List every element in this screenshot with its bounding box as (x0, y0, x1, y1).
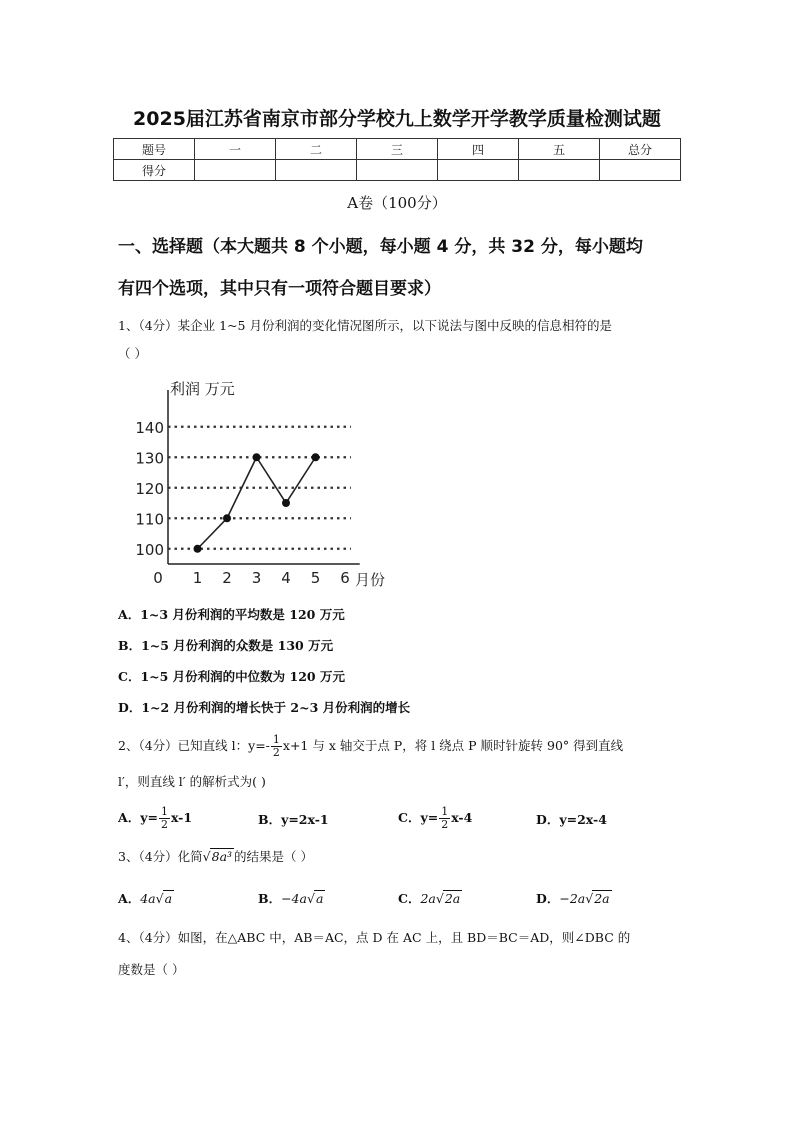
score-cell-empty[interactable] (600, 160, 681, 181)
y-tick-label: 110 (135, 510, 164, 529)
data-point (194, 545, 202, 553)
score-table-header-row (114, 139, 681, 160)
x-axis-label: 月份 (355, 571, 386, 589)
x-tick-label: 5 (310, 569, 321, 587)
score-cell-header: 三 (357, 139, 438, 160)
q3-option-b[interactable]: B．−4a√a (258, 891, 324, 906)
y-tick-label: 140 (135, 418, 164, 437)
y-tick-label: 100 (135, 540, 164, 559)
x-tick-label: 0 (153, 569, 163, 587)
q1-option-a[interactable]: A．1~3 月份利润的平均数是 120 万元 (118, 607, 345, 622)
q3-option-c[interactable]: C．2a√2a (398, 891, 461, 906)
score-cell-empty[interactable] (357, 160, 438, 181)
section-a-heading: A卷（100分） (347, 194, 447, 212)
x-tick-label: 3 (251, 569, 262, 587)
score-cell-empty[interactable] (438, 160, 519, 181)
score-cell-header: 一 (195, 139, 276, 160)
data-point (223, 514, 231, 522)
score-cell-header: 题号 (114, 139, 195, 160)
x-tick-label: 1 (192, 569, 203, 587)
score-cell-header: 二 (276, 139, 357, 160)
x-tick-label: 2 (222, 569, 232, 587)
score-cell-empty[interactable] (519, 160, 600, 181)
score-table-score-row (114, 160, 681, 181)
q2-stem (118, 734, 623, 759)
q4-line2: 度数是（ ） (118, 962, 185, 977)
q3-stem: 3、（4分）化简√8a³ 的结果是（ ） (118, 849, 314, 864)
q2-option-a[interactable]: A．y= $\frac{1}{2}$ x-1 (118, 805, 193, 831)
part1-heading-line1: 一、选择题（本大题共 8 个小题，每小题 4 分，共 32 分，每小题均 (118, 237, 643, 257)
score-cell-header: 四 (438, 139, 519, 160)
data-point (282, 499, 290, 507)
q3-radicand: 8a³ (211, 849, 233, 864)
q1-paren: （ ） (118, 346, 147, 361)
q1-option-c[interactable]: C．1~5 月份利润的中位数为 120 万元 (118, 669, 345, 684)
profit-series-line (198, 457, 316, 549)
score-table (113, 138, 681, 181)
score-row-label: 得分 (114, 160, 195, 181)
part1-heading-line2: 有四个选项，其中只有一项符合题目要求） (118, 279, 441, 299)
x-tick-label: 4 (281, 569, 291, 587)
q2-line2: l′，则直线 l′ 的解析式为( ) (118, 774, 266, 789)
q2-option-d[interactable]: D．y=2x-4 (536, 812, 607, 827)
data-point (253, 453, 261, 461)
profit-line-chart (124, 378, 386, 590)
q2-option-b[interactable]: B．y=2x-1 (258, 812, 329, 827)
y-axis-label: 利润 万元 (170, 380, 235, 398)
score-cell-header: 总分 (600, 139, 681, 160)
data-point (312, 453, 320, 461)
q1-option-d[interactable]: D．1~2 月份利润的增长快于 2~3 月份利润的增长 (118, 700, 411, 715)
x-tick-label: 6 (340, 569, 350, 587)
q1-option-b[interactable]: B．1~5 月份利润的众数是 130 万元 (118, 638, 334, 653)
page-title: 2025届江苏省南京市部分学校九上数学开学教学质量检测试题 (133, 108, 661, 130)
q3-option-a[interactable]: A．4a√a (118, 891, 173, 906)
q2-stem-b: x+1 与 x 轴交于点 P，将 l 绕点 P 顺时针旋转 90° 得到直线 (282, 738, 624, 753)
score-cell-empty[interactable] (276, 160, 357, 181)
q2-option-c[interactable]: C．y= $\frac{1}{2}$ x-4 (398, 805, 473, 831)
q2-stem-a: 2、（4分）已知直线 l：y=- (118, 738, 270, 753)
q3-option-d[interactable]: D．−2a√2a (536, 891, 610, 906)
q4-line1: 4、（4分）如图，在△ABC 中，AB＝AC，点 D 在 AC 上，且 BD＝BC＝AD，则∠DBC 的 (118, 930, 631, 945)
q1-stem: 1、（4分）某企业 1~5 月份利润的变化情况图所示，以下说法与图中反映的信息相符的是 (118, 318, 612, 333)
q2-fraction: $\frac{1}{2}$ (272, 733, 280, 759)
score-cell-header: 五 (519, 139, 600, 160)
y-tick-label: 130 (135, 449, 164, 468)
y-tick-label: 120 (135, 479, 164, 498)
score-cell-empty[interactable] (195, 160, 276, 181)
